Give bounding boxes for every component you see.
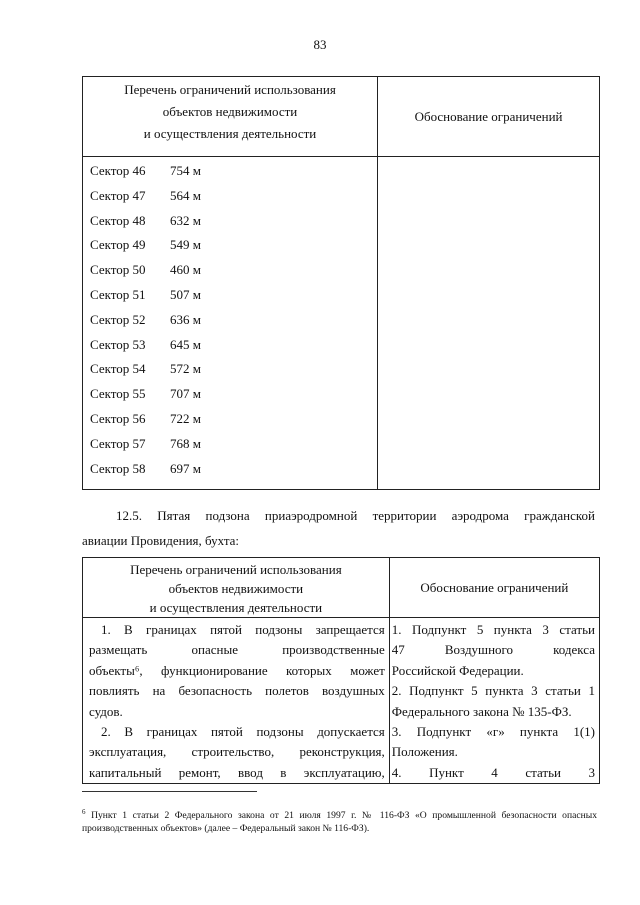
page-number: 83 bbox=[313, 37, 327, 52]
text-line: 1. Подпункт 5 пункта 3 статьи bbox=[391, 622, 595, 637]
sector-distance: 722 м bbox=[170, 410, 201, 426]
header-line: Перечень ограничений использования bbox=[130, 562, 342, 577]
sector-row bbox=[83, 209, 377, 234]
text-line: 1. В границах пятой подзоны запрещается bbox=[101, 622, 385, 637]
header-justification: Обоснование ограничений bbox=[378, 77, 600, 157]
text-line: повлиять на безопасность полетов воздушных bbox=[89, 683, 385, 699]
sector-distance: 460 м bbox=[170, 262, 201, 278]
text-line: Федерального закона № 135-ФЗ. bbox=[391, 703, 572, 719]
sector-name: Сектор 53 bbox=[90, 336, 146, 352]
sector-row bbox=[83, 308, 377, 333]
sector-name: Сектор 55 bbox=[90, 386, 146, 402]
text-line: 3. Подпункт «г» пункта 1(1) bbox=[391, 724, 595, 740]
text-line: эксплуатация, строительство, реконструкция, bbox=[89, 744, 385, 760]
table-body-row bbox=[83, 618, 600, 784]
sector-name: Сектор 46 bbox=[90, 163, 146, 178]
header-line: и осуществления деятельности bbox=[143, 126, 317, 141]
sector-distance: 754 м bbox=[170, 163, 201, 178]
sector-name: Сектор 49 bbox=[90, 237, 146, 253]
sector-distance: 564 м bbox=[170, 187, 201, 203]
header-restrictions-list bbox=[83, 77, 378, 157]
table-body-row bbox=[83, 157, 600, 490]
sector-row bbox=[83, 258, 377, 283]
restrictions-table-1 bbox=[82, 76, 600, 490]
sector-list bbox=[83, 157, 378, 490]
sector-distance: 632 м bbox=[170, 212, 201, 228]
sector-row bbox=[83, 357, 377, 382]
sector-distance: 697 м bbox=[170, 460, 201, 476]
sector-distance: 645 м bbox=[170, 336, 201, 352]
sector-distance: 636 м bbox=[170, 311, 201, 327]
header-restrictions-list bbox=[83, 558, 390, 618]
paragraph-line: авиации Провидения, бухта: bbox=[82, 533, 240, 548]
sector-row bbox=[83, 382, 377, 407]
restrictions-table-2 bbox=[82, 557, 600, 784]
sector-distance: 572 м bbox=[170, 361, 201, 377]
footnote-divider bbox=[82, 791, 257, 792]
header-line: объектов недвижимости bbox=[168, 581, 304, 596]
sector-name: Сектор 54 bbox=[90, 361, 146, 377]
footnote bbox=[82, 806, 597, 835]
footnote-text: Пункт 1 статьи 2 Федерального закона от 21 июля 1997 г. № 116-ФЗ «О промышленной безопасности опасных производственных объектов» (далее – Федеральный закон № 116-ФЗ). bbox=[82, 810, 597, 835]
justification-cell bbox=[378, 157, 600, 490]
justification-text bbox=[389, 618, 599, 784]
header-line: Перечень ограничений использования bbox=[124, 82, 336, 97]
sector-name: Сектор 52 bbox=[90, 311, 146, 327]
text-line: размещать опасные производственные bbox=[89, 642, 385, 658]
text-line: 2. Подпункт 5 пункта 3 статьи 1 bbox=[391, 683, 595, 699]
sector-name: Сектор 47 bbox=[90, 187, 146, 203]
paragraph-line: 12.5. Пятая подзона приаэродромной территории аэродрома гражданской bbox=[116, 508, 595, 523]
text-line: капитальный ремонт, ввод в эксплуатацию, bbox=[89, 764, 385, 780]
sector-name: Сектор 56 bbox=[90, 410, 146, 426]
sector-distance: 549 м bbox=[170, 237, 201, 253]
sector-name: Сектор 50 bbox=[90, 262, 146, 278]
sector-name: Сектор 57 bbox=[90, 435, 146, 451]
text-line: судов. bbox=[89, 703, 123, 719]
sector-distance: 707 м bbox=[170, 386, 201, 402]
sector-row bbox=[83, 333, 377, 358]
sector-name: Сектор 58 bbox=[90, 460, 146, 476]
sector-row bbox=[83, 457, 377, 482]
sector-row bbox=[83, 184, 377, 209]
text-line: 4. Пункт 4 статьи 3 bbox=[391, 764, 595, 780]
sector-distance: 507 м bbox=[170, 286, 201, 302]
sector-name: Сектор 51 bbox=[90, 286, 146, 302]
sector-row bbox=[83, 283, 377, 308]
table-header-row bbox=[83, 558, 600, 618]
text-line: Положения. bbox=[391, 744, 458, 760]
restrictions-text bbox=[83, 618, 390, 784]
sector-row bbox=[83, 407, 377, 432]
section-paragraph bbox=[82, 503, 595, 553]
sector-row bbox=[83, 233, 377, 258]
text-line: объекты⁶, функционирование которых может bbox=[89, 662, 385, 678]
table-header-row bbox=[83, 77, 600, 157]
sector-row bbox=[83, 159, 377, 184]
sector-distance: 768 м bbox=[170, 435, 201, 451]
text-line: 47 Воздушного кодекса bbox=[391, 642, 595, 658]
footnote-marker: 6 bbox=[82, 808, 86, 816]
header-justification: Обоснование ограничений bbox=[389, 558, 599, 618]
sector-row bbox=[83, 432, 377, 457]
text-line: 2. В границах пятой подзоны допускается bbox=[101, 724, 385, 740]
header-line: и осуществления деятельности bbox=[149, 600, 323, 615]
header-line: объектов недвижимости bbox=[162, 104, 298, 119]
text-line: Российской Федерации. bbox=[391, 662, 524, 678]
sector-name: Сектор 48 bbox=[90, 212, 146, 228]
